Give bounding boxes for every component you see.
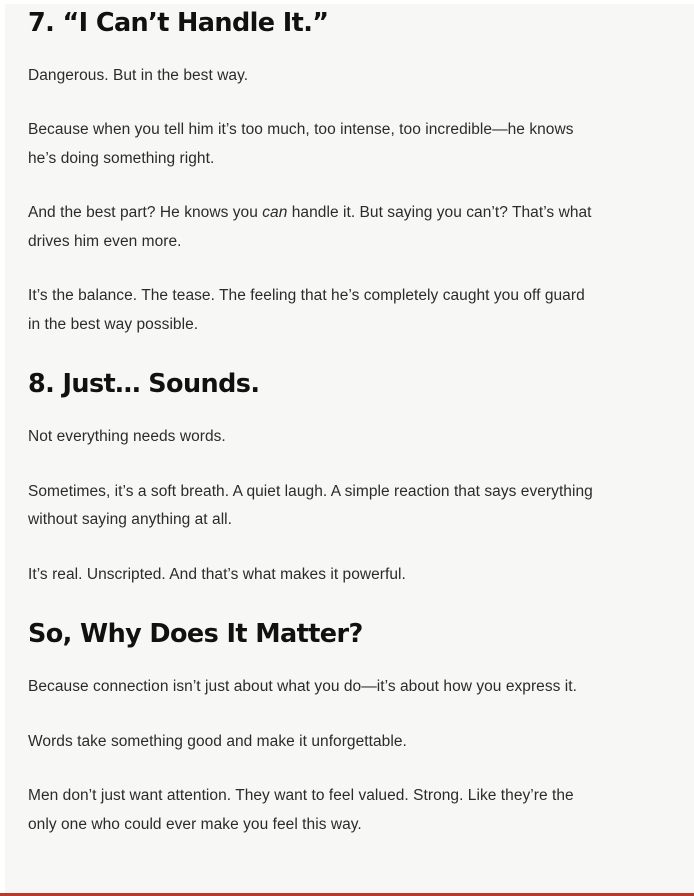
paragraph: Because connection isn’t just about what you do—it’s about how you express it.: [28, 678, 578, 696]
paragraph: Dangerous. But in the best way.: [28, 66, 249, 84]
paragraph: Because when you tell him it’s too much, too intense, too incredible—he knows he’s doing something right.: [28, 121, 574, 167]
paragraph-with-emphasis: And the best part? He knows you can handle it. But saying you can’t? That’s what drives him even more.: [28, 204, 592, 250]
article-section-why-it-matters: [28, 619, 666, 839]
emphasized-word: can: [262, 204, 288, 222]
page-top-edge: [0, 0, 694, 4]
paragraph: Not everything needs words.: [28, 428, 226, 446]
section-heading: So, Why Does It Matter?: [28, 619, 363, 650]
paragraph: Sometimes, it’s a soft breath. A quiet laugh. A simple reaction that says everything without saying anything at all.: [28, 482, 593, 529]
section-heading: 7. “I Can’t Handle It.”: [28, 8, 329, 38]
section-heading: 8. Just… Sounds.: [28, 369, 260, 400]
paragraph: It’s real. Unscripted. And that’s what makes it powerful.: [28, 565, 406, 583]
article-section-7: [28, 8, 666, 339]
page-left-edge: [0, 0, 5, 896]
article-section-8: [28, 369, 666, 589]
paragraph: It’s the balance. The tease. The feeling that he’s completely caught you off guard in the best way possible.: [28, 287, 585, 333]
paragraph: Words take something good and make it unforgettable.: [28, 732, 407, 750]
paragraph: Men don’t just want attention. They want to feel valued. Strong. Like they’re the only one who could ever make you feel this way.: [28, 787, 574, 833]
